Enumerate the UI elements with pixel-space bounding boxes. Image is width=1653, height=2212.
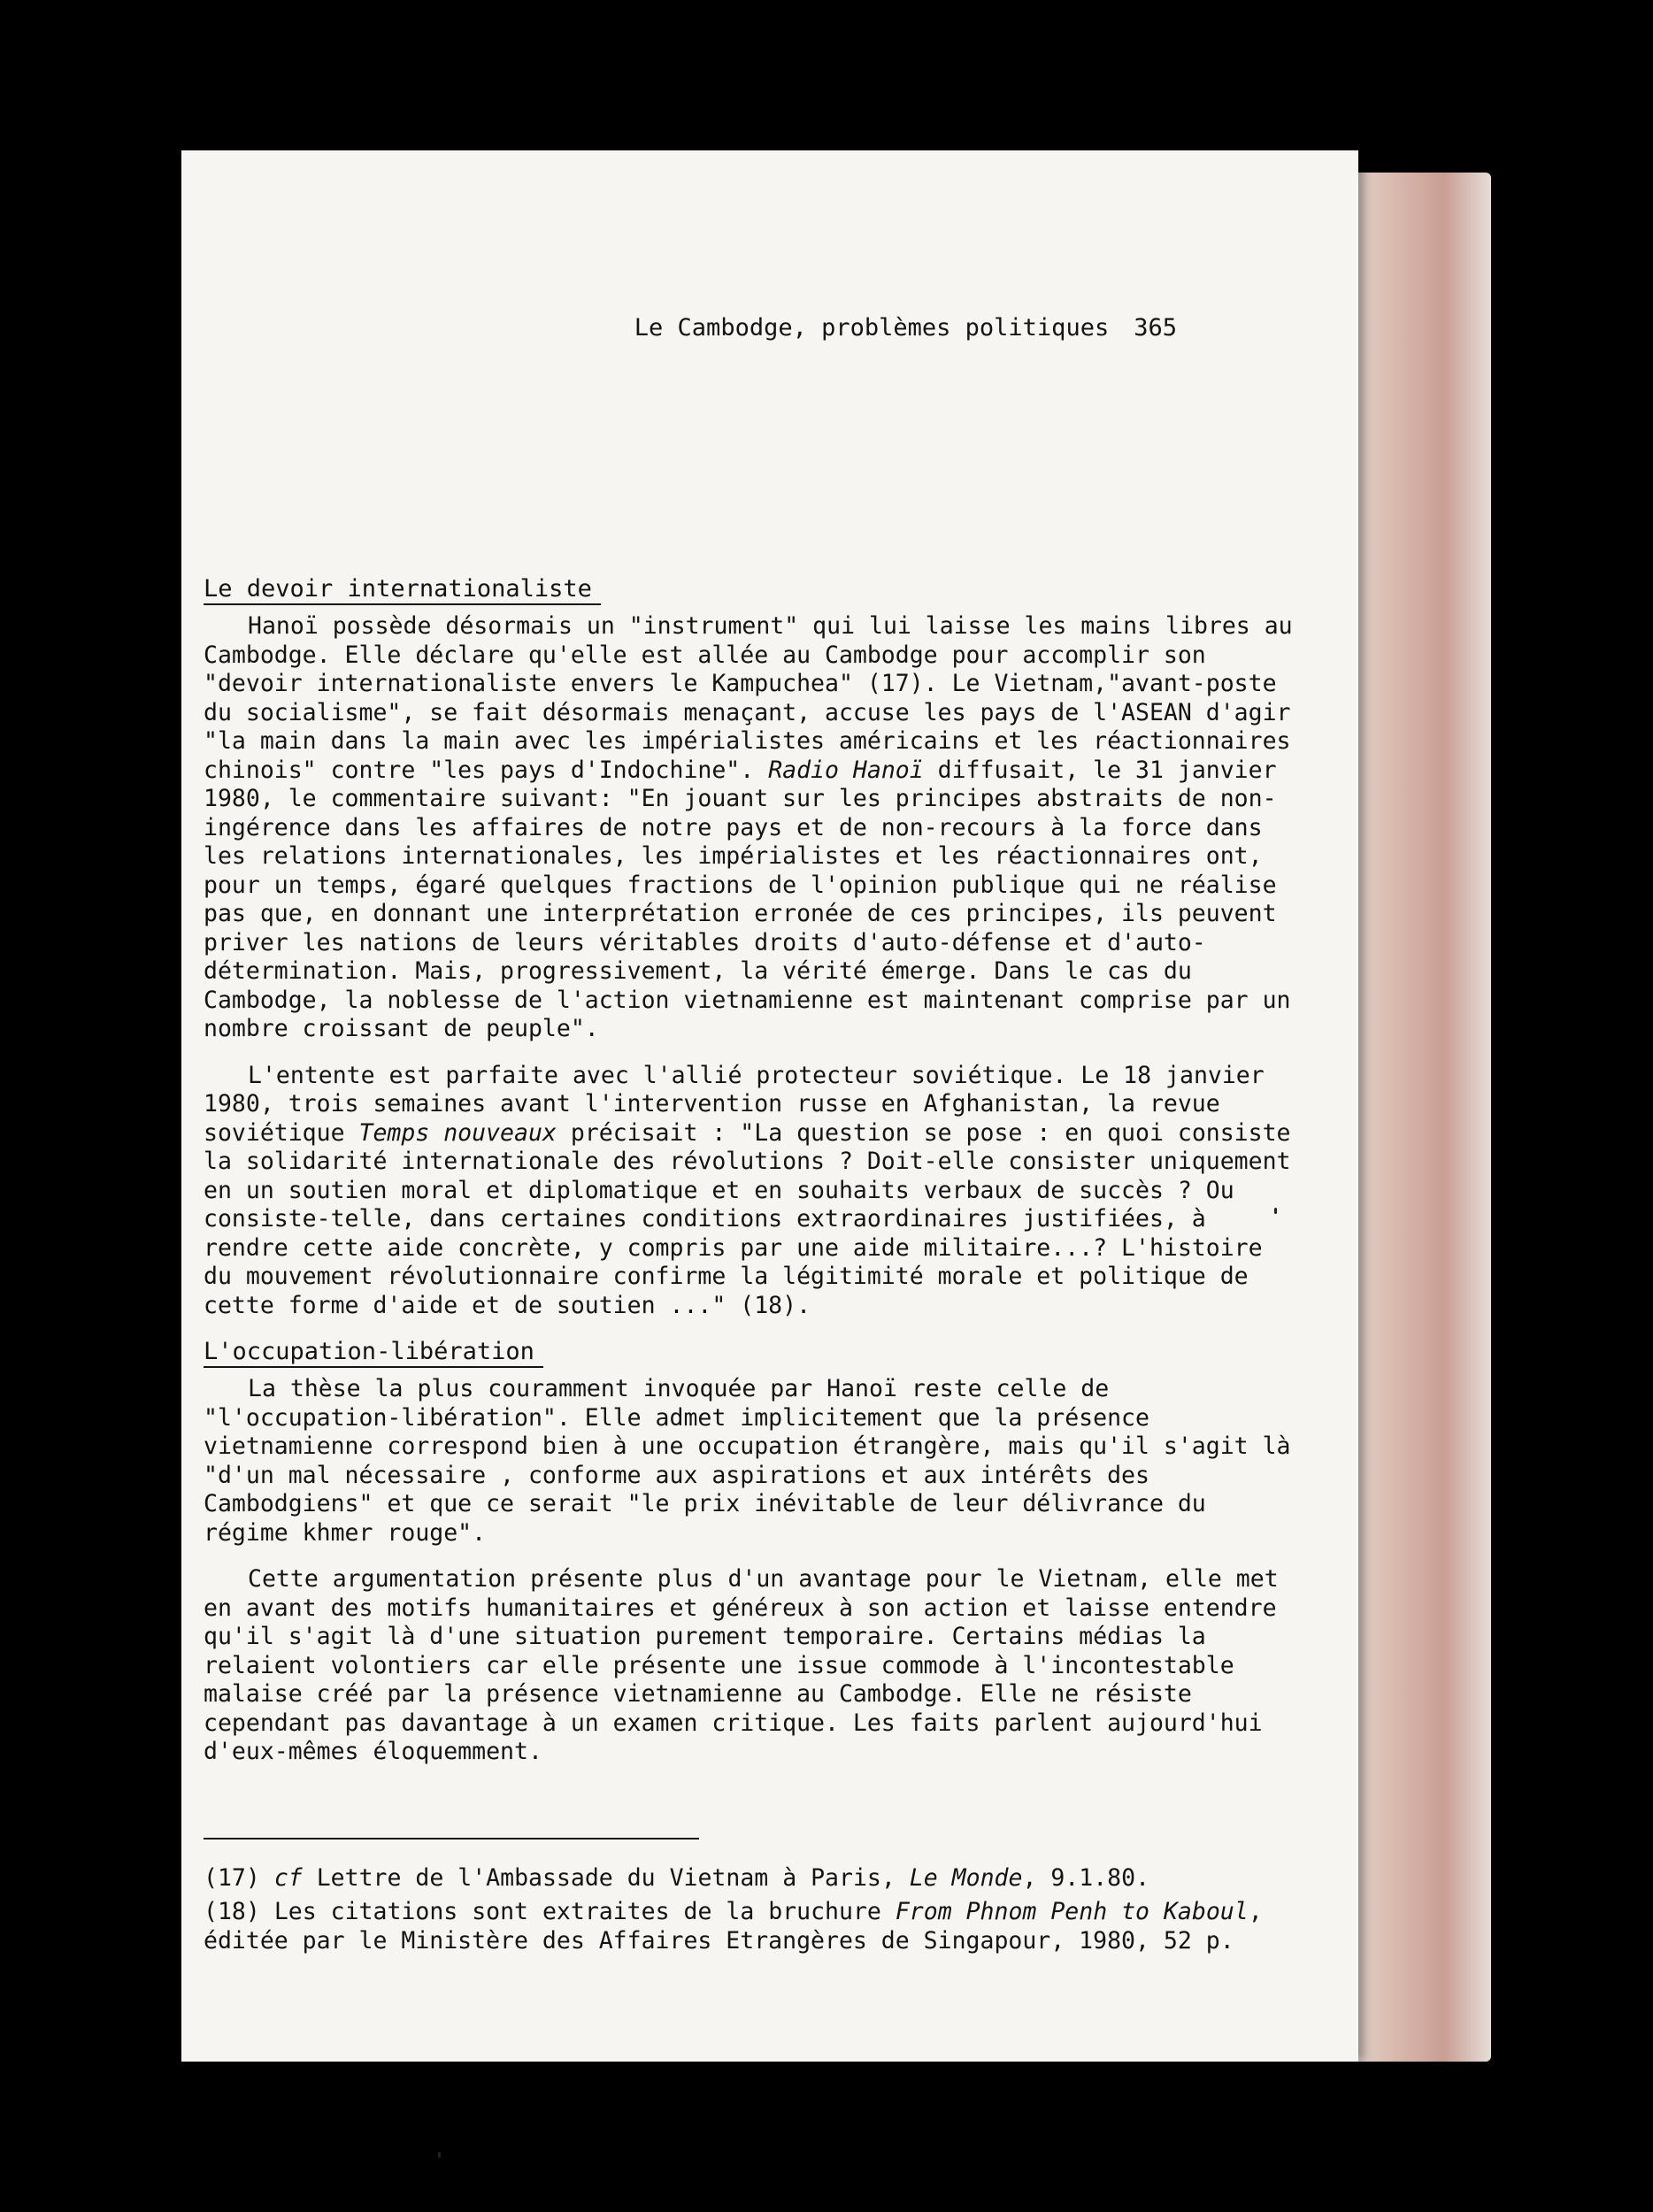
italic-text: Le Monde — [909, 1863, 1023, 1892]
italic-text: cf — [273, 1863, 303, 1892]
paragraph — [204, 1565, 1301, 1767]
footnote-divider — [204, 1838, 699, 1839]
book-page-edges — [1336, 173, 1491, 2062]
text-run: diffusait, le 31 janvier 1980, le commentaire suivant: "En jouant sur les principes abstraits de non-ingérence dans les affaires de notre pays et de non-recours à la force dans les relations internationales, les impérialistes et les réactionnaires ont, pour un temps, égaré quelques fractions de l'opinion publique qui ne réalise pas que, en donnant une interprétation erronée de ces principes, ils peuvent priver les nations de leurs véritables droits d'auto-défense et d'auto-détermination. Mais, progressivement, la vérité émerge. Dans le cas du Cambodge, la noblesse de l'action vietnamienne est maintenant comprise par un nombre croissant de peuple". — [204, 756, 1291, 1042]
footnote-17 — [204, 1864, 1301, 1893]
section-devoir-body — [204, 612, 1301, 1320]
text-run: , éditée par le Ministère des Affaires Etrangères de Singapour, 1980, 52 p. — [204, 1898, 1263, 1955]
paragraph — [204, 1375, 1301, 1548]
text-run: Les citations sont extraites de la bruchure — [273, 1898, 896, 1925]
page-number: 365 — [1134, 314, 1177, 342]
text-run: Hanoï possède désormais un "instrument" qui lui laisse les mains libres au Cambodge. Elle déclare qu'elle est allée au Cambodge pour accomplir son "devoir internationaliste envers le Kampuchea" (17). Le Vietnam,"avant-poste du socialisme", se fait désormais menaçant, accuse les pays de l'ASEAN d'agir "la main dans la main avec les impérialistes américains et les réactionnaires chinois" contre "les pays d'Indochine". — [204, 612, 1293, 784]
page-speck — [438, 2152, 441, 2158]
paragraph — [204, 612, 1301, 1044]
running-title: Le Cambodge, problèmes politiques — [634, 314, 1110, 342]
text-run: Lettre de l'Ambassade du Vietnam à Paris, — [302, 1863, 910, 1892]
page-body — [204, 310, 1301, 1961]
section-occupation-body — [204, 1375, 1301, 1767]
text-run: , 9.1.80. — [1022, 1863, 1150, 1892]
text-run: précisait : "La question se pose : en quoi consiste la solidarité internationale des révolutions ? Doit-elle consister uniquement en un soutien moral et diplomatique et en souhaits verbaux de succès ? Ou consiste-telle, dans certaines conditions extraordinaires justifiées, à rendre cette aide concrète, y compris par une aide militaire...? L'histoire du mouvement révolutionnaire confirme la légitimité morale et politique de cette forme d'aide et de soutien ..." (18). — [204, 1118, 1291, 1319]
footnotes — [204, 1864, 1301, 1956]
text-run: Cette argumentation présente plus d'un avantage pour le Vietnam, elle met en avant des motifs humanitaires et généreux à son action et laisse entendre qu'il s'agit là d'une situation purement temporaire. Certains médias la relaient volontiers car elle présente une issue commode à l'incontestable malaise créé par la présence vietnamienne au Cambodge. Elle ne résiste cependant pas davantage à un examen critique. Les faits parlent aujourd'hui d'eux-mêmes éloquemment. — [204, 1565, 1279, 1765]
italic-text: Radio Hanoï — [768, 756, 924, 784]
footnote-mark: (17) — [204, 1863, 260, 1892]
italic-text: Temps nouveaux — [358, 1118, 557, 1147]
section-heading-devoir: Le devoir internationaliste — [204, 575, 601, 605]
page-speck — [1274, 1208, 1277, 1214]
footnote-18 — [204, 1898, 1301, 1955]
section-heading-occupation: L'occupation-libération — [204, 1338, 543, 1368]
paragraph — [204, 1062, 1301, 1321]
footnote-mark: (18) — [204, 1898, 260, 1925]
book-page — [181, 150, 1358, 2062]
text-run: L'entente est parfaite avec l'allié protecteur soviétique. Le 18 janvier 1980, trois semaines avant l'intervention russe en Afghanistan, la revue soviétique — [204, 1061, 1265, 1147]
text-run: La thèse la plus couramment invoquée par Hanoï reste celle de "l'occupation-libération". Elle admet implicitement que la présence vietnamienne correspond bien à une occupation étrangère, mais qu'il s'agit là "d'un mal nécessaire , conforme aux aspirations et aux intérêts des Cambodgiens" et que ce serait "le prix inévitable de leur délivrance du régime khmer rouge". — [204, 1375, 1291, 1547]
italic-text: From Phnom Penh to Kaboul — [895, 1898, 1249, 1925]
